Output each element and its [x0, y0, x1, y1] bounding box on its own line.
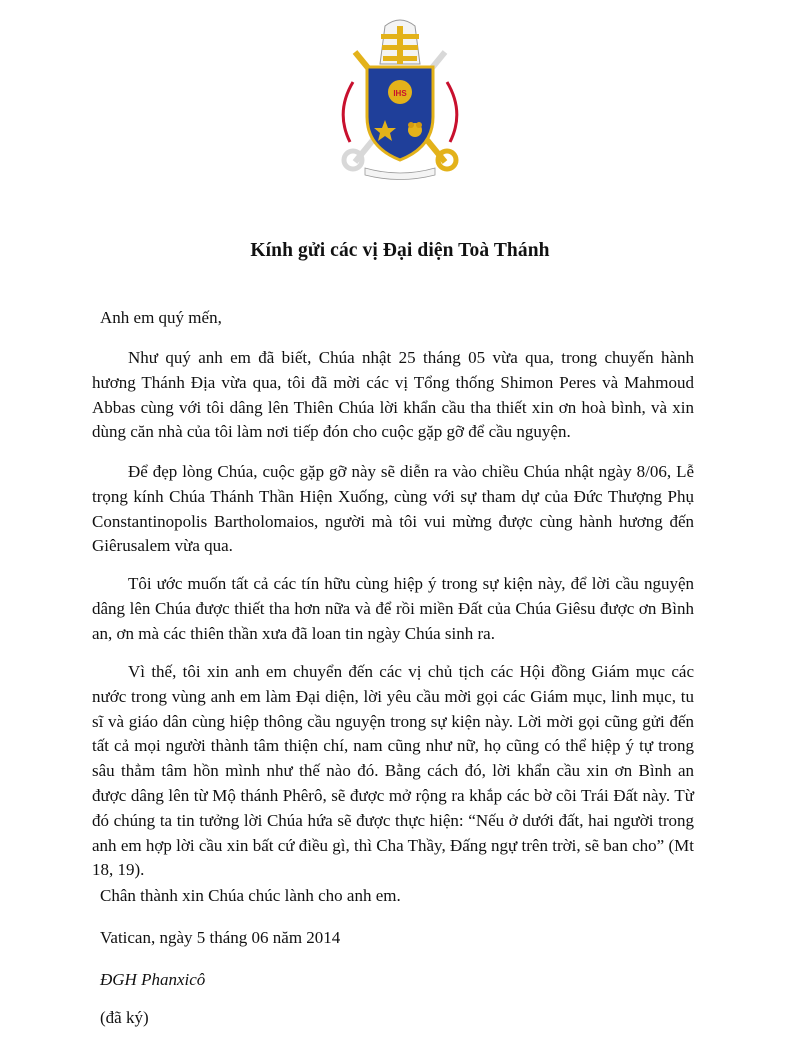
paragraph-3: Tôi ước muốn tất cả các tín hữu cùng hiệp ý trong sự kiện này, để lời cầu nguyện dâng lên Chúa được thiết tha hơn nữa và để rồi miền Đất của Chúa Giêsu được ơn Bình an, ơn mà các thiên thần xưa đã loan tin ngày Chúa sinh ra. — [92, 574, 694, 643]
paragraph-2: Để đẹp lòng Chúa, cuộc gặp gỡ này sẽ diễn ra vào chiều Chúa nhật ngày 8/06, Lễ trọng kính Chúa Thánh Thần Hiện Xuống, cùng với sự tham dự của Đức Thượng Phụ Constantinopolis Bartholomaios, người mà tôi vui mừng được cùng hành hương đến Giêrusalem vừa qua. — [92, 462, 694, 556]
signature: ĐGH Phanxicô — [100, 970, 206, 989]
closing-blessing: Chân thành xin Chúa chúc lành cho anh em. — [100, 886, 401, 905]
paragraph-4: Vì thế, tôi xin anh em chuyển đến các vị chủ tịch các Hội đồng Giám mục các nước trong vùng anh em làm Đại diện, lời yêu cầu mời gọi các Giám mục, linh mục, tu sĩ và giáo dân cùng hiệp thông cầu nguyện trong sự kiện này. Lời mời gọi cũng gửi đến tất cả mọi người thành tâm thiện chí, nam cũng như nữ, họ cũng có thể hiệp ý tự trong sâu thẳm tâm hồn mình như thế nào đó. Bằng cách đó, lời khẩn cầu xin ơn Bình an được dâng lên từ Mộ thánh Phêrô, sẽ được mở rộng ra khắp các bờ cõi Trái Đất này. Từ đó chúng ta tin tưởng lời Chúa hứa sẽ được thực hiện: “Nếu ở dưới đất, hai người trong anh em hợp lời cầu xin bất cứ điều gì, thì Cha Thầy, Đấng ngự trên trời, sẽ ban cho” (Mt 18, 19). — [92, 662, 694, 880]
letter-title: Kính gửi các vị Đại diện Toà Thánh — [250, 240, 550, 261]
svg-text:IHS: IHS — [393, 89, 407, 98]
papal-coat-of-arms-icon — [325, 12, 475, 182]
salutation: Anh em quý mến, — [100, 308, 222, 327]
paragraph-1: Như quý anh em đã biết, Chúa nhật 25 tháng 05 vừa qua, trong chuyến hành hương Thánh Địa vừa qua, tôi đã mời các vị Tổng thống Shimon Peres và Mahmoud Abbas cùng với tôi dâng lên Thiên Chúa lời khẩn cầu tha thiết xin ơn hoà bình, và xin dùng căn nhà của tôi làm nơi tiếp đón cho cuộc gặp gỡ để cầu nguyện. — [92, 348, 694, 442]
signed-note: (đã ký) — [100, 1008, 149, 1027]
dateline: Vatican, ngày 5 tháng 06 năm 2014 — [100, 928, 341, 947]
